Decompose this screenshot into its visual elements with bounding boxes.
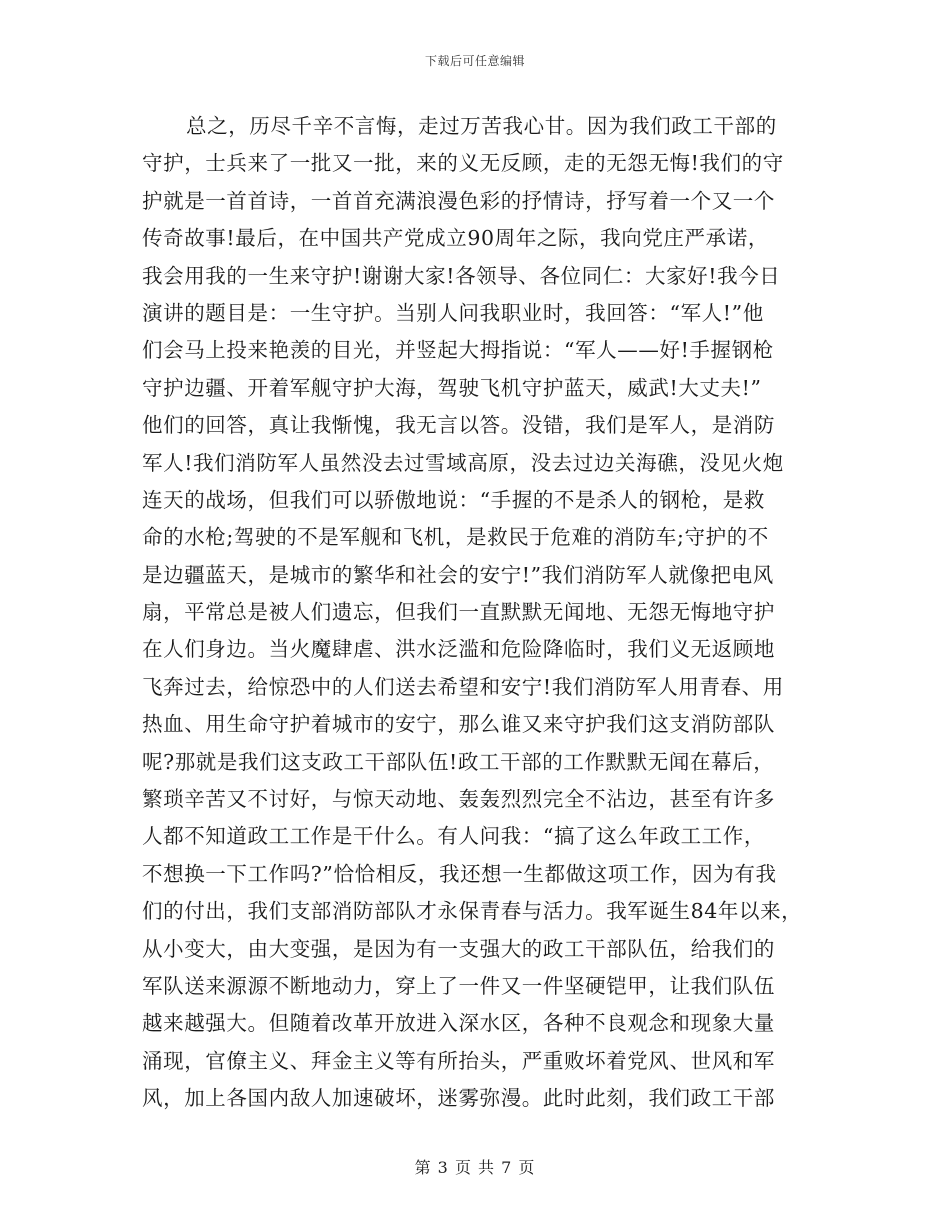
body-line: 风，加上各国内敌人加速破坏，迷雾弥漫。此时此刻，我们政工干部: [142, 1086, 775, 1111]
body-line: 守护边疆、开着军舰守护大海，驾驶飞机守护蓝天，威武!大丈夫!”: [142, 375, 762, 400]
body-line: 们的付出，我们支部消防部队才永保青春与活力。我军诞生84年以来，: [142, 899, 803, 924]
body-line: 飞奔过去，给惊恐中的人们送去希望和安宁!我们消防军人用青春、用: [142, 674, 784, 699]
body-line: 扇，平常总是被人们遗忘，但我们一直默默无闻地、无怨无悔地守护: [142, 600, 775, 625]
body-line: 守护，士兵来了一批又一批，来的义无反顾，走的无怨无悔!我们的守: [142, 151, 784, 176]
body-line: 从小变大，由大变强，是因为有一支强大的政工干部队伍，给我们的: [142, 936, 775, 961]
body-line: 连天的战场，但我们可以骄傲地说：“手握的不是杀人的钢枪，是救: [142, 487, 765, 512]
body-line: 繁琐辛苦又不讨好，与惊天动地、轰轰烈烈完全不沾边，甚至有许多: [142, 787, 775, 812]
body-line: 不想换一下工作吗?”恰恰相反，我还想一生都做这项工作，因为有我: [142, 861, 777, 886]
body-line: 越来越强大。但随着改革开放进入深水区，各种不良观念和现象大量: [142, 1011, 775, 1036]
body-line: 传奇故事!最后，在中国共产党成立90周年之际，我向党庄严承诺，: [142, 226, 769, 251]
page-number-footer: 第 3 页 共 7 页: [414, 1158, 536, 1177]
body-line: 涌现，官僚主义、拜金主义等有所抬头，严重败坏着党风、世风和军: [142, 1048, 775, 1073]
body-line: 人都不知道政工工作是干什么。有人问我：“搞了这么年政工工作，: [142, 824, 765, 849]
body-line: 他们的回答，真让我惭愧，我无言以答。没错，我们是军人，是消防: [142, 413, 775, 438]
body-line: 命的水枪;驾驶的不是军舰和飞机，是救民于危难的消防车;守护的不: [142, 525, 769, 550]
body-line: 在人们身边。当火魔肆虐、洪水泛滥和危险降临时，我们义无返顾地: [142, 637, 775, 662]
body-line: 总之，历尽千辛不言悔，走过万苦我心甘。因为我们政工干部的: [186, 114, 777, 138]
body-line: 呢?那就是我们这支政工干部队伍!政工干部的工作默默无闻在幕后，: [142, 749, 775, 774]
body-line: 我会用我的一生来守护!谢谢大家!各领导、各位同仁：大家好!我今日: [142, 263, 781, 288]
page-header-note: 下载后可任意编辑: [424, 54, 525, 68]
document-body: [142, 108, 807, 1118]
body-line: 军队送来源源不断地动力，穿上了一件又一件坚硬铠甲，让我们队伍: [142, 973, 775, 998]
body-line: 是边疆蓝天，是城市的繁华和社会的安宁!”我们消防军人就像把电风: [142, 562, 774, 587]
body-line: 们会马上投来艳羡的目光，并竖起大拇指说：“军人——好!手握钢枪: [142, 338, 774, 363]
body-line: 护就是一首首诗，一首首充满浪漫色彩的抒情诗，抒写着一个又一个: [142, 188, 775, 213]
body-line: 热血、用生命守护着城市的安宁，那么谁又来守护我们这支消防部队: [142, 712, 775, 737]
body-line: 军人!我们消防军人虽然没去过雪域高原，没去过边关海礁，没见火炮: [142, 450, 784, 475]
body-line: 演讲的题目是：一生守护。当别人问我职业时，我回答：“军人!”他: [142, 300, 764, 325]
